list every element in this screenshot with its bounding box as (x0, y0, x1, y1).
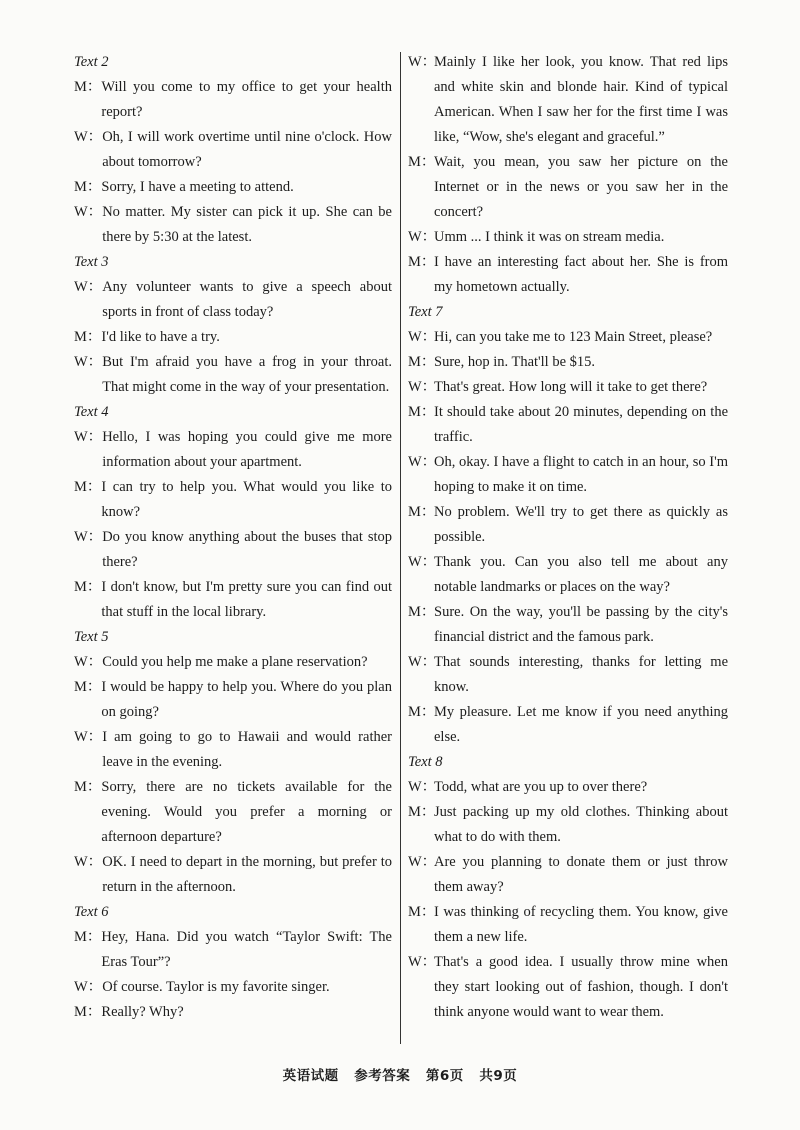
dialogue-line (74, 75, 392, 125)
speaker-label: W： (408, 954, 437, 970)
footer-subject: 英语试题 (282, 1068, 339, 1084)
speaker-label: M： (74, 79, 102, 95)
speaker-label: M： (408, 604, 436, 620)
dialogue-text: Sorry, there are no tickets available for the evening. Would you prefer a morning or afternoon departure? (101, 779, 392, 845)
dialogue-line (74, 575, 392, 625)
dialogue-line (74, 1000, 392, 1025)
dialogue-text: No problem. We'll try to get there as quickly as possible. (434, 504, 728, 545)
dialogue-line (74, 525, 392, 575)
speaker-label: W： (74, 529, 103, 545)
dialogue-line (408, 800, 728, 850)
speaker-label: M： (74, 1004, 102, 1020)
section-heading: Text 8 (408, 754, 443, 770)
speaker-label: W： (74, 729, 103, 745)
dialogue-text: Wait, you mean, you saw her picture on the Internet or in the news or you saw her in the concert? (434, 154, 728, 220)
speaker-label: W： (408, 229, 437, 245)
speaker-label: M： (74, 179, 102, 195)
dialogue-text: I was thinking of recycling them. You know, give them a new life. (434, 904, 728, 945)
dialogue-text: But I'm afraid you have a frog in your throat. That might come in the way of your presentation. (102, 354, 392, 395)
dialogue-text: Oh, okay. I have a flight to catch in an hour, so I'm hoping to make it on time. (434, 454, 728, 495)
speaker-label: M： (74, 679, 102, 695)
dialogue-text: My pleasure. Let me know if you need anything else. (434, 704, 728, 745)
dialogue-line (408, 700, 728, 750)
dialogue-text: Hey, Hana. Did you watch “Taylor Swift: The Eras Tour”? (101, 929, 392, 970)
dialogue-line (74, 975, 392, 1000)
section-heading: Text 7 (408, 304, 443, 320)
dialogue-text: Oh, I will work overtime until nine o'clock. How about tomorrow? (102, 129, 392, 170)
dialogue-text: Will you come to my office to get your health report? (101, 79, 392, 120)
dialogue-line (74, 275, 392, 325)
speaker-label: M： (74, 479, 102, 495)
dialogue-line (74, 775, 392, 850)
speaker-label: W： (408, 554, 437, 570)
dialogue-text: I would be happy to help you. Where do you plan on going? (101, 679, 392, 720)
dialogue-line (74, 125, 392, 175)
dialogue-line (408, 900, 728, 950)
speaker-label: M： (408, 904, 436, 920)
dialogue-text: I am going to go to Hawaii and would rather leave in the evening. (102, 729, 392, 770)
dialogue-line (408, 225, 728, 250)
speaker-label: W： (74, 204, 103, 220)
dialogue-text: Hello, I was hoping you could give me more information about your apartment. (102, 429, 392, 470)
speaker-label: M： (74, 779, 102, 795)
speaker-label: W： (408, 454, 437, 470)
dialogue-text: It should take about 20 minutes, depending on the traffic. (434, 404, 728, 445)
dialogue-line (408, 550, 728, 600)
speaker-label: W： (408, 779, 437, 795)
section-heading: Text 5 (74, 629, 109, 645)
speaker-label: W： (74, 979, 103, 995)
speaker-label: M： (408, 354, 436, 370)
dialogue-line (408, 350, 728, 375)
dialogue-text: I can try to help you. What would you like to know? (101, 479, 392, 520)
dialogue-text: Mainly I like her look, you know. That red lips and white skin and blonde hair. Kind of typical American. When I saw her for the first time I was like, “Wow, she's elegant and graceful.” (434, 54, 728, 145)
dialogue-text: Sure. On the way, you'll be passing by the city's financial district and the famous park. (434, 604, 728, 645)
dialogue-text: Thank you. Can you also tell me about any notable landmarks or places on the way? (434, 554, 728, 595)
dialogue-text: No matter. My sister can pick it up. She can be there by 5:30 at the latest. (102, 204, 392, 245)
dialogue-text: I don't know, but I'm pretty sure you can find out that stuff in the local library. (101, 579, 392, 620)
dialogue-line (74, 725, 392, 775)
speaker-label: W： (74, 354, 103, 370)
dialogue-line (408, 600, 728, 650)
dialogue-text: That's a good idea. I usually throw mine when they start looking out of fashion, though. I don't think anyone would want to wear them. (434, 954, 728, 1020)
dialogue-line (408, 400, 728, 450)
dialogue-line (74, 200, 392, 250)
speaker-label: W： (408, 54, 437, 70)
dialogue-text: Sure, hop in. That'll be $15. (434, 354, 596, 370)
dialogue-line (74, 650, 392, 675)
dialogue-text: I'd like to have a try. (101, 329, 220, 345)
dialogue-line (74, 175, 392, 200)
dialogue-line (74, 425, 392, 475)
speaker-label: M： (74, 929, 102, 945)
dialogue-text: Do you know anything about the buses that stop there? (102, 529, 392, 570)
speaker-label: M： (74, 579, 102, 595)
dialogue-text: Of course. Taylor is my favorite singer. (102, 979, 330, 995)
section-heading: Text 3 (74, 254, 109, 270)
section-heading: Text 6 (74, 904, 109, 920)
speaker-label: M： (408, 704, 436, 720)
dialogue-line (74, 325, 392, 350)
dialogue-line (74, 475, 392, 525)
dialogue-line (408, 775, 728, 800)
dialogue-text: Todd, what are you up to over there? (434, 779, 648, 795)
dialogue-text: Could you help me make a plane reservation? (102, 654, 368, 670)
dialogue-line (74, 675, 392, 725)
speaker-label: W： (74, 429, 103, 445)
speaker-label: W： (74, 129, 103, 145)
speaker-label: M： (408, 154, 436, 170)
page-footer (0, 1064, 800, 1084)
right-column (408, 50, 728, 1025)
dialogue-text: I have an interesting fact about her. She is from my hometown actually. (434, 254, 728, 295)
dialogue-text: Sorry, I have a meeting to attend. (101, 179, 294, 195)
speaker-label: M： (408, 254, 436, 270)
speaker-label: W： (408, 854, 437, 870)
dialogue-line (408, 375, 728, 400)
section-heading: Text 4 (74, 404, 109, 420)
section-heading: Text 2 (74, 54, 109, 70)
speaker-label: M： (74, 329, 102, 345)
left-column (74, 50, 392, 1025)
footer-page: 第6页 (425, 1068, 464, 1084)
speaker-label: W： (74, 279, 103, 295)
dialogue-line (408, 450, 728, 500)
dialogue-text: Umm ... I think it was on stream media. (434, 229, 665, 245)
dialogue-text: That's great. How long will it take to get there? (434, 379, 708, 395)
speaker-label: W： (408, 329, 437, 345)
dialogue-text: Really? Why? (101, 1004, 184, 1020)
dialogue-line (408, 850, 728, 900)
dialogue-text: Just packing up my old clothes. Thinking about what to do with them. (434, 804, 728, 845)
dialogue-text: Hi, can you take me to 123 Main Street, please? (434, 329, 713, 345)
dialogue-line (408, 250, 728, 300)
dialogue-text: That sounds interesting, thanks for letting me know. (434, 654, 728, 695)
speaker-label: W： (74, 654, 103, 670)
column-divider (400, 52, 401, 1044)
footer-total: 共9页 (479, 1068, 518, 1084)
dialogue-text: OK. I need to depart in the morning, but prefer to return in the afternoon. (102, 854, 392, 895)
dialogue-line (408, 650, 728, 700)
dialogue-text: Are you planning to donate them or just throw them away? (434, 854, 728, 895)
dialogue-line (408, 325, 728, 350)
speaker-label: W： (408, 654, 437, 670)
dialogue-line (408, 50, 728, 150)
dialogue-text: Any volunteer wants to give a speech about sports in front of class today? (102, 279, 392, 320)
footer-label: 参考答案 (354, 1068, 411, 1084)
dialogue-line (408, 500, 728, 550)
dialogue-line (408, 950, 728, 1025)
dialogue-line (74, 850, 392, 900)
speaker-label: W： (74, 854, 103, 870)
dialogue-line (74, 925, 392, 975)
speaker-label: M： (408, 404, 436, 420)
speaker-label: M： (408, 504, 436, 520)
dialogue-line (408, 150, 728, 225)
speaker-label: M： (408, 804, 436, 820)
speaker-label: W： (408, 379, 437, 395)
dialogue-line (74, 350, 392, 400)
